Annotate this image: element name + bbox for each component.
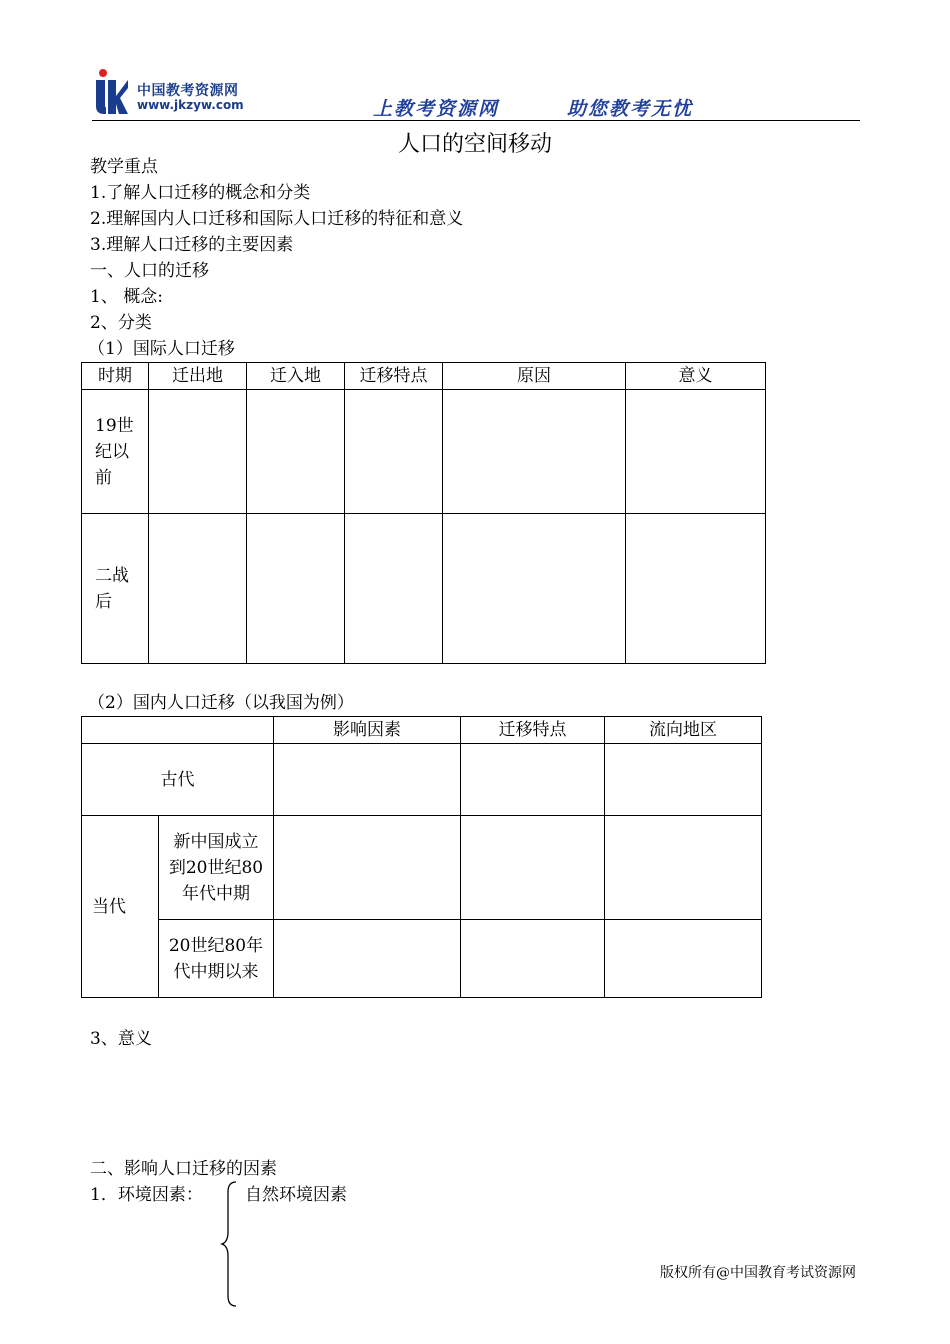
table1-header-period: 时期 bbox=[82, 363, 149, 390]
table-row bbox=[82, 920, 762, 998]
table-row bbox=[82, 816, 762, 920]
header-rule bbox=[92, 120, 860, 121]
table1-header-features: 迁移特点 bbox=[345, 363, 443, 390]
section-1-heading: 一、人口的迁移 bbox=[90, 261, 209, 281]
focus-item-2: 2.理解国内人口迁移和国际人口迁移的特征和意义 bbox=[90, 209, 464, 229]
table2-modern: 当代 bbox=[82, 816, 159, 998]
table1-header-destination: 迁入地 bbox=[247, 363, 345, 390]
concept-line: 1、 概念: bbox=[90, 287, 163, 307]
table1-header-significance: 意义 bbox=[626, 363, 766, 390]
page-title: 人口的空间移动 bbox=[397, 132, 552, 157]
international-migration-table bbox=[81, 362, 766, 664]
international-migration-heading: （1）国际人口迁移 bbox=[88, 339, 235, 359]
table2-header-factors: 影响因素 bbox=[274, 717, 461, 744]
table2-ancient: 古代 bbox=[82, 744, 274, 816]
table2-header-destination: 流向地区 bbox=[605, 717, 762, 744]
table-row bbox=[82, 514, 766, 664]
domestic-migration-heading: （2）国内人口迁移（以我国为例） bbox=[88, 693, 354, 713]
copyright-footer: 版权所有@中国教育考试资源网 bbox=[660, 1265, 856, 1281]
table1-header-reasons: 原因 bbox=[443, 363, 626, 390]
curly-brace bbox=[220, 1180, 240, 1314]
focus-item-3: 3.理解人口迁移的主要因素 bbox=[90, 235, 294, 255]
natural-environment-factors: 自然环境因素 bbox=[245, 1185, 347, 1205]
classification-line: 2、分类 bbox=[90, 313, 152, 333]
slogan-left: 上教考资源网 bbox=[373, 98, 500, 120]
table2-header-features: 迁移特点 bbox=[461, 717, 605, 744]
table1-header-origin: 迁出地 bbox=[149, 363, 247, 390]
focus-item-1: 1.了解人口迁移的概念和分类 bbox=[90, 183, 311, 203]
table-row bbox=[82, 744, 762, 816]
table2-header-blank bbox=[82, 717, 274, 744]
table2-period-1949-1985: 新中国成立到20世纪80年代中期 bbox=[159, 816, 274, 920]
domestic-migration-table bbox=[81, 716, 762, 998]
site-logo bbox=[94, 68, 130, 116]
table-row bbox=[82, 390, 766, 514]
table1-period-post-ww2: 二战后 bbox=[82, 514, 149, 664]
table1-period-before-19c: 19世纪以前 bbox=[82, 390, 149, 514]
logo-site-name: 中国教考资源网 bbox=[137, 83, 239, 99]
section-2-heading: 二、影响人口迁移的因素 bbox=[90, 1159, 277, 1179]
slogan-right: 助您教考无忧 bbox=[567, 98, 694, 120]
logo-url: www.jkzyw.com bbox=[137, 98, 244, 112]
table2-period-since-1985: 20世纪80年代中期以来 bbox=[159, 920, 274, 998]
significance-heading: 3、意义 bbox=[90, 1029, 152, 1049]
section-focus-heading: 教学重点 bbox=[90, 157, 158, 177]
environment-factors-label: 1．环境因素： bbox=[90, 1185, 203, 1205]
